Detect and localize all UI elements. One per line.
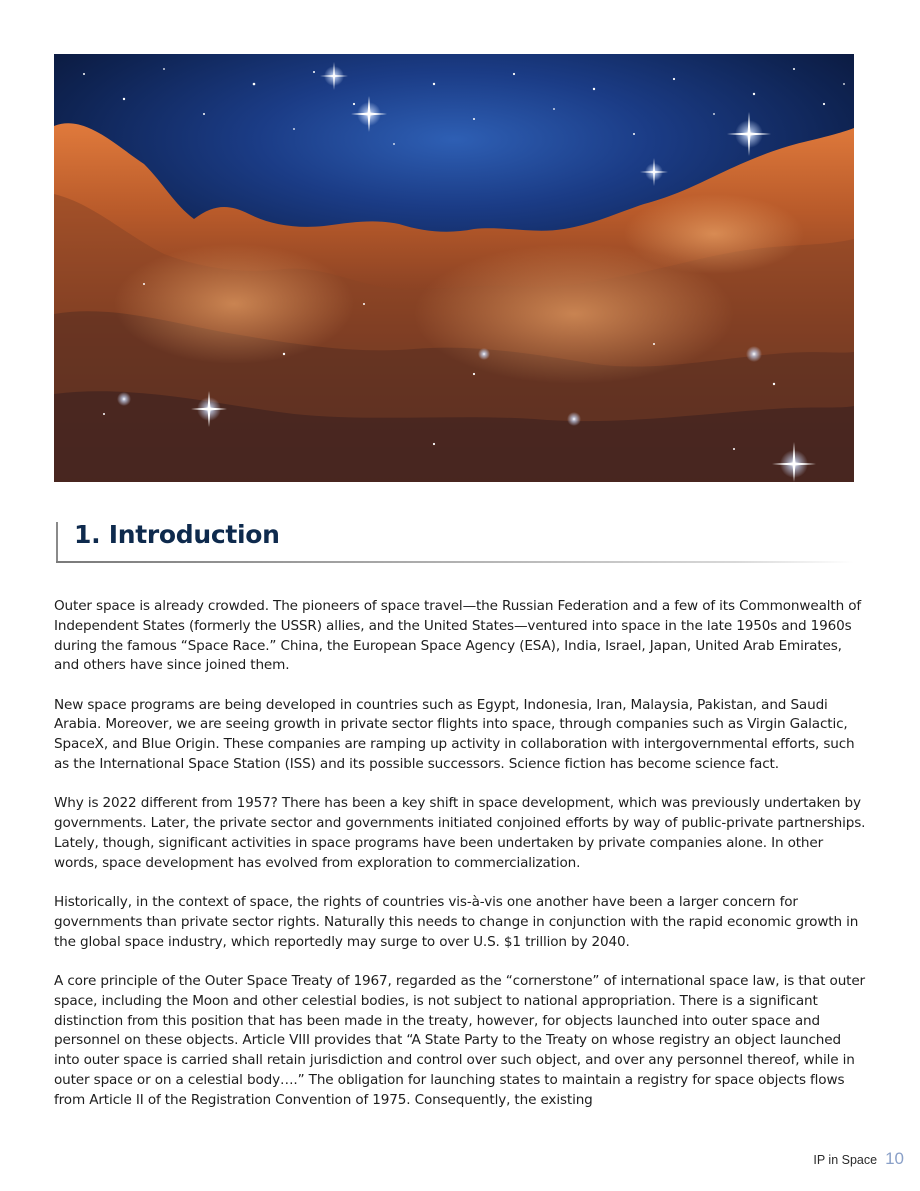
page-number: 10 bbox=[885, 1149, 904, 1168]
nebula-illustration bbox=[54, 54, 854, 482]
section-header bbox=[54, 518, 854, 564]
paragraph: New space programs are being developed in countries such as Egypt, Indonesia, Iran, Malaysia, Pakistan, and Saudi Arabia. Moreover, we are seeing growth in private sector flights into space, through companies such as Virgin Galactic, SpaceX, and Blue Origin. These companies are ramping up activity in collaboration with intergovernmental efforts, such as the International Space Station (ISS) and its possible successors. Science fiction has become science fact. bbox=[54, 696, 855, 773]
paragraph: A core principle of the Outer Space Treaty of 1967, regarded as the “cornerstone” of international space law, is that outer space, including the Moon and other celestial bodies, is not subject to national appropriation. There is a significant distinction from this position that has been made in the treaty, however, for objects launched into outer space and personnel on these objects. Article VIII provides that “A State Party to the Treaty on whose registry an object launched into outer space is carried shall retain jurisdiction and control over such object, and over any personnel thereof, while in outer space or on a celestial body….” The obligation for launching states to maintain a registry for space objects flows from Article II of the Registration Convention of 1975. Consequently, the existing bbox=[54, 972, 866, 1108]
footer-title: IP in Space bbox=[813, 1153, 878, 1167]
body-text bbox=[54, 597, 869, 1130]
heading-underline bbox=[56, 561, 854, 563]
paragraph: Why is 2022 different from 1957? There has been a key shift in space development, which was previously undertaken by governments. Later, the private sector and governments initiated conjoined efforts by way of public-private partnerships. Lately, though, significant activities in space programs have been undertaken by private companies alone. In other words, space development has evolved from exploration to commercialization. bbox=[54, 795, 866, 871]
paragraph: Historically, in the context of space, the rights of countries vis-à-vis one another have been a larger concern for governments than private sector rights. Naturally this needs to change in conjunction with the rapid economic growth in the global space industry, which reportedly may surge to over U.S. $1 trillion by 2040. bbox=[54, 894, 859, 950]
section-title: 1. Introduction bbox=[74, 520, 280, 549]
paragraph: Outer space is already crowded. The pioneers of space travel—the Russian Federation and a few of its Commonwealth of Independent States (formerly the USSR) allies, and the United States—ventured into space in the late 1950s and 1960s during the famous “Space Race.” China, the European Space Agency (ESA), India, Israel, Japan, United Arab Emirates, and others have since joined them. bbox=[54, 598, 862, 674]
heading-accent-bar bbox=[56, 522, 58, 562]
page-footer bbox=[813, 1149, 904, 1171]
nebula-photo bbox=[54, 54, 854, 482]
